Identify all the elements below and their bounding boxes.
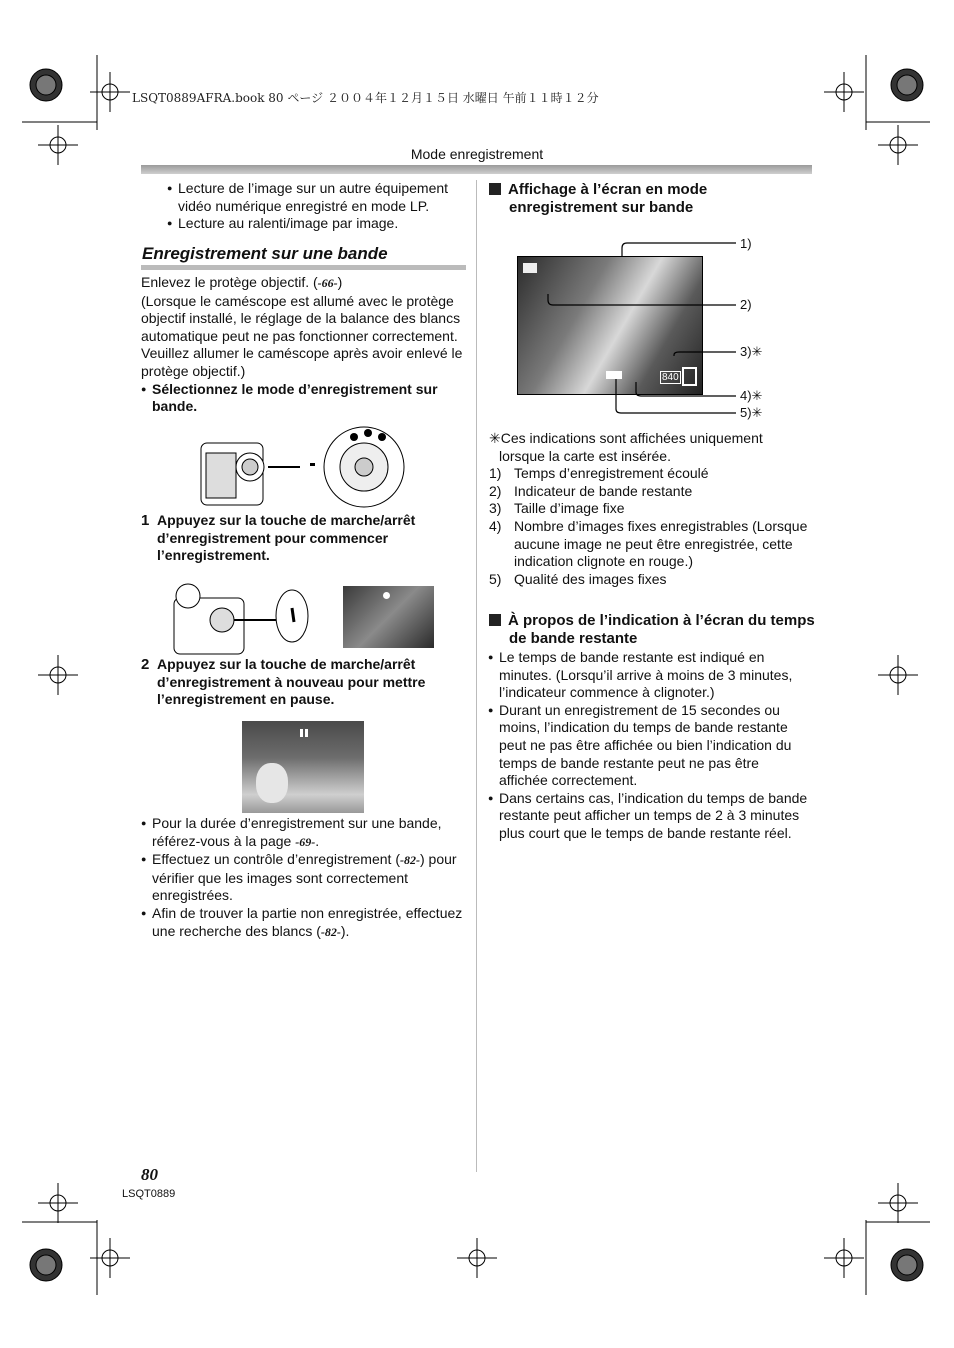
page-ref: -66- <box>317 276 338 290</box>
list-item: 5) Qualité des images fixes <box>489 570 667 587</box>
callout-lines <box>516 234 746 424</box>
note-bullet: ● Effectuez un contrôle d’enregistrement (-82-) pour vérifier que les images sont correctement enregistrées. <box>141 851 463 905</box>
record-indicator-icon <box>383 592 390 599</box>
pause-icon <box>300 729 303 737</box>
remaining-tape-heading: À propos de l’indication à l’écran du temps de bande restante <box>489 612 824 648</box>
info-bullet: ● Durant un enregistrement de 15 secondes ou moins, l’indication du temps de bande restante peut ne pas être affichée ou bien l’indication du temps de bande restante peut ne pas être affichée correctement. <box>488 702 810 790</box>
card-note: ✳Ces indications sont affichées uniquement lorsque la carte est insérée. <box>489 430 763 464</box>
header-bar <box>141 165 812 174</box>
record-button-illustration <box>170 578 320 656</box>
note-bullet: ● Pour la durée d’enregistrement sur une bande, référez-vous à la page -69-. <box>141 815 463 851</box>
intro-bullets <box>167 180 467 233</box>
section-title: Enregistrement sur une bande <box>142 244 388 263</box>
step-text: Appuyez sur la touche de marche/arrêt d’enregistrement pour commencer l’enregistrement. <box>157 512 416 564</box>
step-text: Appuyez sur la touche de marche/arrêt d’enregistrement à nouveau pour mettre l’enregistrement en pause. <box>157 656 426 708</box>
intro-bullet: ● Lecture au ralenti/image par image. <box>167 215 467 233</box>
page-ref: -69- <box>295 834 316 849</box>
step-number: 2 <box>141 656 150 673</box>
camera-dial-illustration <box>198 423 410 508</box>
lion-photo <box>343 586 434 648</box>
document-code: LSQT0889 <box>122 1188 176 1200</box>
list-item: 1) Temps d’enregistrement écoulé <box>489 465 709 482</box>
camcorder-icon <box>170 578 320 656</box>
screen-display-heading: Affichage à l’écran en mode enregistrement sur bande <box>489 181 819 217</box>
list-item: 4) Nombre d’images fixes enregistrables (Lorsque aucune image ne peut être enregistrée, cette indication clignote en rouge.) <box>489 517 808 570</box>
callout-label: 4)✳ <box>740 388 763 403</box>
image-count-readout: 840 <box>662 372 679 383</box>
square-bullet-icon <box>489 183 501 195</box>
teddy-bear-shape <box>256 763 288 803</box>
print-header: LSQT0889AFRA.book 80 ページ ２００４年１２月１５日 水曜日 午前１１時１２分 <box>132 91 599 105</box>
step-number: 1 <box>141 512 150 529</box>
notes-bullets <box>141 815 463 941</box>
intro-paragraph <box>141 274 463 416</box>
callout-label: 3)✳ <box>740 344 763 359</box>
note-bullet: ● Afin de trouver la partie non enregistrée, effectuez une recherche des blancs (-82-). <box>141 905 463 941</box>
section-header: Mode enregistrement <box>410 146 544 162</box>
list-item: 3) Taille d’image fixe <box>489 500 625 517</box>
square-bullet-icon <box>489 614 501 626</box>
screen-display-diagram <box>516 234 766 424</box>
page-ref: -82- <box>320 924 341 939</box>
lens-cap-note: (Lorsque le caméscope est allumé avec le protège objectif installé, le réglage de la balance des blancs automatique peut ne pas fonctionner correctement. Veuillez allumer le caméscope après avoir enlevé le protège objectif.) <box>141 292 463 379</box>
pause-photo <box>242 721 364 813</box>
intro-bullet: ● Lecture de l’image sur un autre équipement vidéo numérique enregistré en mode LP. <box>167 180 467 215</box>
page-ref: -82- <box>400 853 420 868</box>
screen-notes <box>489 430 809 588</box>
callout-label: 1) <box>740 236 752 251</box>
list-item: 2) Indicateur de bande restante <box>489 482 693 499</box>
section-rule <box>141 265 466 270</box>
page-number: 80 <box>141 1165 158 1184</box>
select-mode-bullet: ● Sélectionnez le mode d’enregistrement sur bande. <box>141 381 463 416</box>
step-2 <box>141 656 462 709</box>
step-1 <box>141 512 457 565</box>
info-bullet: ● Le temps de bande restante est indiqué en minutes. (Lorsqu’il arrive à moins de 3 minutes, l’indicateur commence à clignoter.) <box>488 649 810 702</box>
camera-mode-dial-icon <box>198 423 410 508</box>
lens-cap-instruction: Enlevez le protège objectif. (-66-) <box>141 274 343 290</box>
callout-label: 2) <box>740 297 752 312</box>
column-divider <box>476 180 477 1172</box>
callout-label: 5)✳ <box>740 405 763 420</box>
remaining-tape-bullets <box>488 649 810 843</box>
info-bullet: ● Dans certains cas, l’indication du temps de bande restante peut afficher un temps de 2 à 3 minutes plus court que le temps de bande restante réel. <box>488 790 810 843</box>
